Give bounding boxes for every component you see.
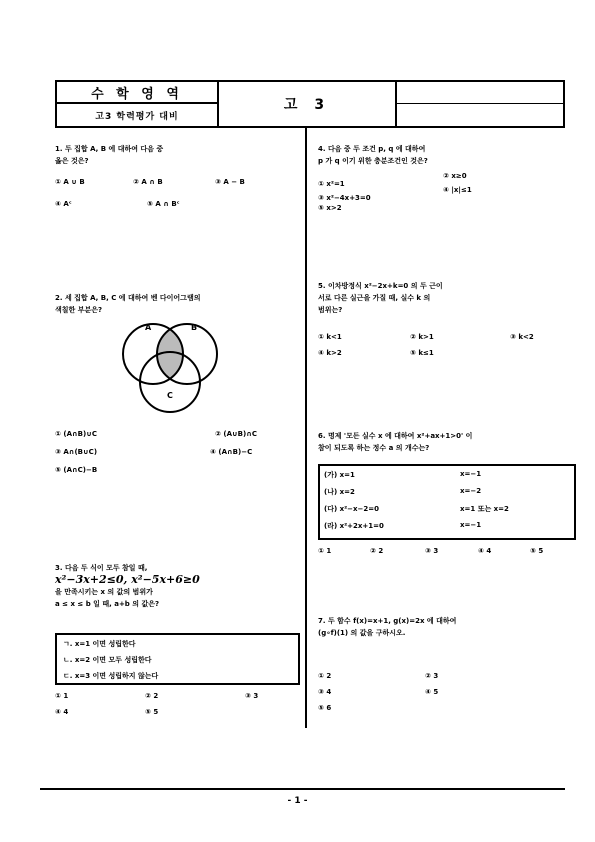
question-2-line-2: 색칠한 부분은? [55,306,103,314]
q6-answer-1[interactable]: ① 1 [318,547,332,555]
question-1-line-1: 1. 두 집합 A, B 에 대하여 다음 중 [55,145,164,153]
question-5 [318,280,443,316]
question-4 [318,143,428,167]
question-6-line-2: 참이 되도록 하는 정수 a 의 개수는? [318,444,430,452]
q7-answer-3[interactable]: ③ 4 [318,688,332,696]
q6-answer-3[interactable]: ③ 3 [425,547,439,555]
q1-option-5[interactable]: ⑤ A ∩ Bᶜ [147,200,180,208]
question-3-line-2: 을 만족시키는 x 의 값의 범위가 [55,588,153,596]
q5-answer-3[interactable]: ③ k<2 [510,333,534,341]
q2-option-2[interactable]: ② (A∪B)∩C [215,430,258,438]
header-right-cell [397,82,563,126]
q2-option-3[interactable]: ③ A∩(B∪C) [55,448,98,456]
header-left-cell [57,82,219,126]
q5-answer-2[interactable]: ② k>1 [410,333,434,341]
q6-box-right-3: x=1 또는 x=2 [460,505,509,513]
column-divider [305,128,307,728]
footer-rule [40,788,565,790]
question-7-line-1: 7. 두 함수 f(x)=x+1, g(x)=2x 에 대하여 [318,617,457,625]
q6-box-left-4: (라) x²+2x+1=0 [324,522,384,530]
q3-answer-4[interactable]: ④ 4 [55,708,69,716]
question-5-line-3: 범위는? [318,306,343,314]
q7-answer-1[interactable]: ① 2 [318,672,332,680]
venn-label-c: C [167,391,173,400]
venn-label-a: A [145,323,152,332]
question-5-line-2: 서로 다른 실근을 가질 때, 실수 k 의 [318,294,431,302]
question-6-box [318,464,576,540]
question-1 [55,143,163,167]
q3-answer-3[interactable]: ③ 3 [245,692,259,700]
q3-box-row-3: ㄷ. x=3 이면 성립하지 않는다 [63,672,159,680]
venn-label-b: B [191,323,198,332]
question-6-line-1: 6. 명제 '모든 실수 x 에 대하여 x²+ax+1>0' 이 [318,432,473,440]
question-2-line-1: 2. 세 집합 A, B, C 에 대하여 벤 다이어그램의 [55,294,201,302]
header-table [55,80,565,128]
header-subtitle: 고3 학력평가 대비 [95,111,179,122]
header-section: 고 3 [219,82,397,126]
q3-answer-1[interactable]: ① 1 [55,692,69,700]
q2-option-1[interactable]: ① (A∩B)∪C [55,430,98,438]
question-3-box [55,633,300,685]
q4-option-1[interactable]: ① x²=1 [318,180,345,188]
header-right-top [397,82,563,104]
q6-answer-4[interactable]: ④ 4 [478,547,492,555]
q6-box-right-4: x=−1 [460,521,482,529]
question-5-line-1: 5. 이차방정식 x²−2x+k=0 의 두 근이 [318,282,443,290]
q2-option-4[interactable]: ④ (A∩B)−C [210,448,253,456]
q3-answer-5[interactable]: ⑤ 5 [145,708,159,716]
question-7 [318,615,456,639]
header-title: 수 학 영 역 [57,82,217,104]
page-number: - 1 - [287,796,308,806]
q6-box-right-2: x=−2 [460,487,482,495]
question-6 [318,430,472,454]
question-3-line-3: a ≤ x ≤ b 일 때, a+b 의 값은? [55,600,160,608]
q6-answer-2[interactable]: ② 2 [370,547,384,555]
q2-option-5[interactable]: ⑤ (A∩C)−B [55,466,98,474]
q1-option-3[interactable]: ③ A − B [215,178,245,186]
venn-diagram [115,318,225,418]
q6-box-right-1: x=−1 [460,470,482,478]
question-1-line-2: 옳은 것은? [55,157,89,165]
question-3-line-1: 3. 다음 두 식이 모두 참일 때, [55,564,148,572]
q7-answer-5[interactable]: ⑤ 6 [318,704,332,712]
q5-answer-4[interactable]: ④ k>2 [318,349,342,357]
q3-box-row-2: ㄴ. x=2 이면 모두 성립한다 [63,656,152,664]
q1-option-1[interactable]: ① A ∪ B [55,178,85,186]
question-2 [55,292,200,316]
q6-answer-5[interactable]: ⑤ 5 [530,547,544,555]
question-4-line-2: p 가 q 이기 위한 충분조건인 것은? [318,157,428,165]
q4-option-5[interactable]: ⑤ x>2 [318,204,342,212]
question-4-line-1: 4. 다음 중 두 조건 p, q 에 대하여 [318,145,426,153]
question-7-line-2: (g∘f)(1) 의 값을 구하시오. [318,629,406,637]
q6-box-left-3: (다) x²−x−2=0 [324,505,380,513]
q6-box-left-2: (나) x=2 [324,488,355,496]
q1-option-4[interactable]: ④ Aᶜ [55,200,72,208]
q5-answer-5[interactable]: ⑤ k≤1 [410,349,434,357]
q4-option-3[interactable]: ③ x²−4x+3=0 [318,194,371,202]
q4-option-2[interactable]: ② x≥0 [443,172,467,180]
q5-answer-1[interactable]: ① k<1 [318,333,342,341]
q1-option-2[interactable]: ② A ∩ B [133,178,163,186]
question-3-formula: x²−3x+2≤0, x²−5x+6≥0 [55,573,200,586]
q6-box-left-1: (가) x=1 [324,471,355,479]
q3-answer-2[interactable]: ② 2 [145,692,159,700]
question-3 [55,562,200,610]
q7-answer-2[interactable]: ② 3 [425,672,439,680]
q4-option-4[interactable]: ④ |x|≤1 [443,186,472,194]
q7-answer-4[interactable]: ④ 5 [425,688,439,696]
q3-box-row-1: ㄱ. x=1 이면 성립한다 [63,640,136,648]
